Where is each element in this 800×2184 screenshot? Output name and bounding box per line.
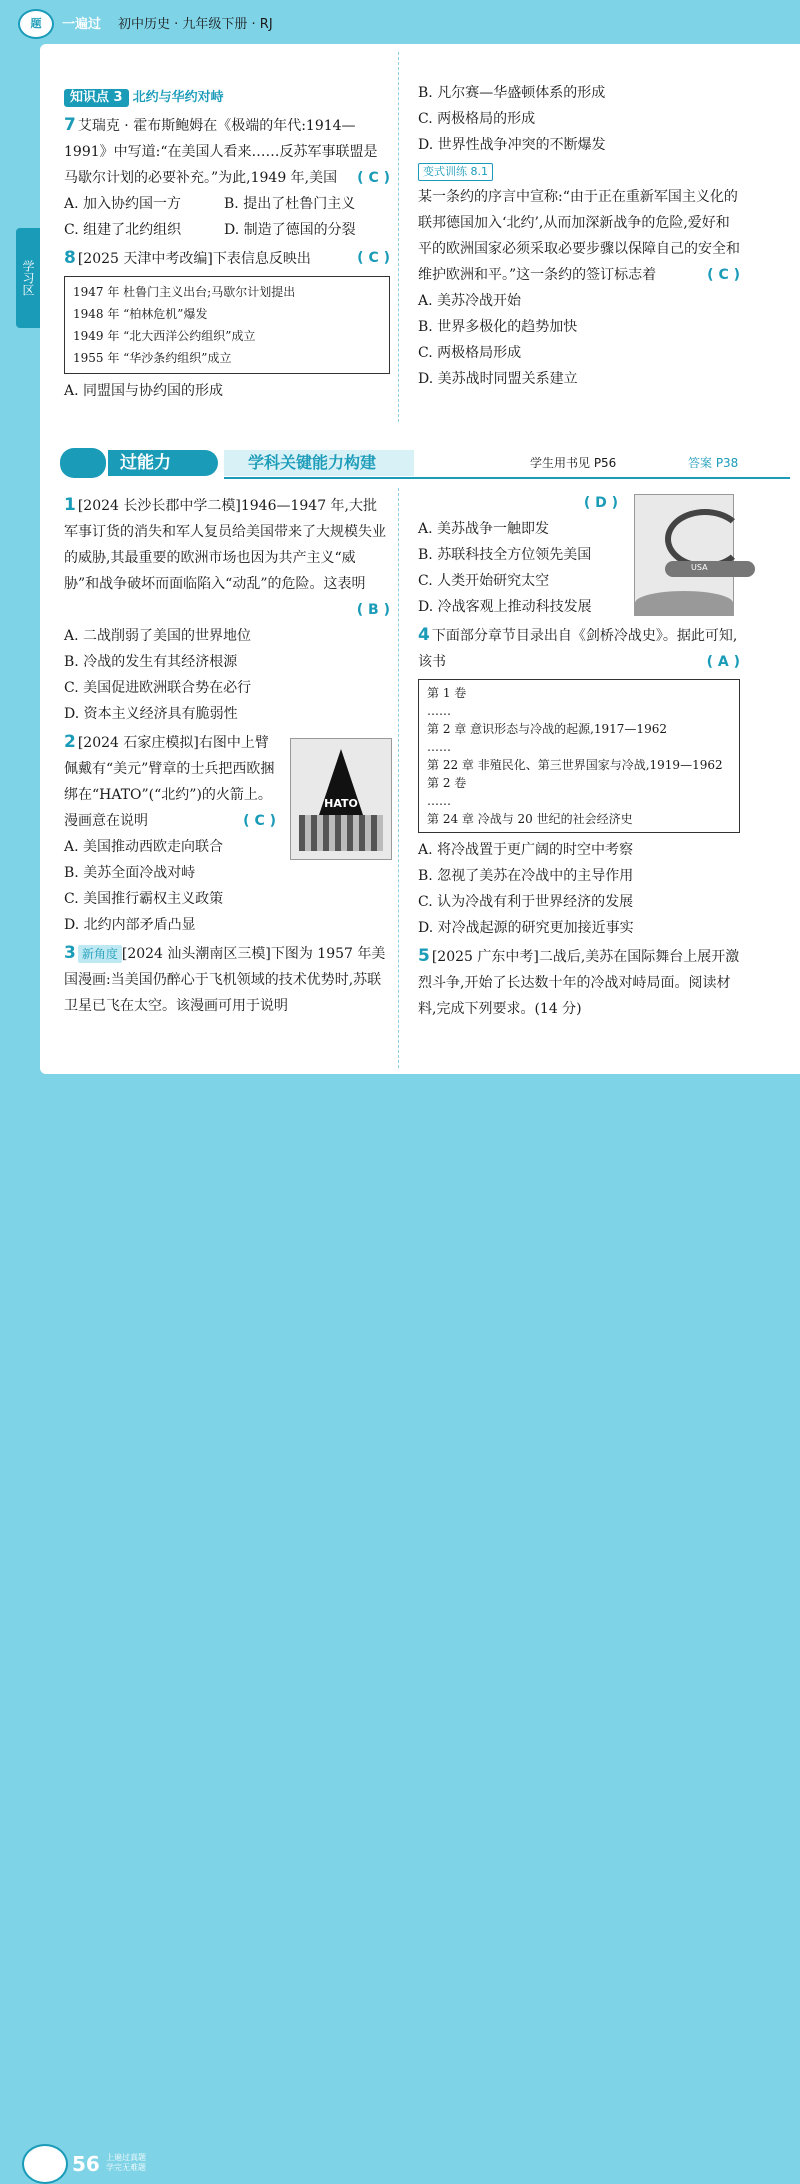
answer: ( C ): [357, 250, 390, 266]
toc-line: ……: [427, 794, 451, 808]
option: C. 两极格局形成: [418, 345, 522, 361]
table-of-contents: [418, 679, 740, 833]
plane-label: USA: [691, 563, 708, 572]
question-stem: 艾瑞克 · 霍布斯鲍姆在《极端的年代:1914—1991》中写道:“在美国人看来……反苏军事联盟是马歇尔计划的必要补充。”为此,1949 年,美国: [64, 118, 378, 186]
table-row: 1955 年 “华沙条约组织”成立: [73, 351, 232, 365]
question-stem: [2025 广东中考]二战后,美苏在国际舞台上展开激烈斗争,开始了长达数十年的冷战对峙局面。阅读材料,完成下列要求。(14 分): [418, 949, 740, 1017]
side-tab[interactable]: 学习区: [16, 228, 40, 328]
question-number: 1: [64, 495, 76, 515]
question-number: 5: [418, 946, 430, 966]
answer-ref: 答案 P38: [688, 456, 739, 470]
option: A. 加入协约国一方: [64, 196, 182, 212]
section-subtitle: 学科关键能力构建: [224, 450, 414, 476]
cartoon-satellite-image: [634, 494, 734, 616]
option: C. 美国推行霸权主义政策: [64, 891, 224, 907]
brand-logo: 题: [18, 9, 54, 39]
table-row: 1948 年 “柏林危机”爆发: [73, 307, 208, 321]
option: D. 世界性战争冲突的不断爆发: [418, 137, 606, 153]
option: A. 同盟国与协约国的形成: [64, 383, 224, 399]
option: C. 认为冷战有利于世界经济的发展: [418, 894, 634, 910]
band-underline: [224, 477, 790, 479]
knowledge-point-tag: 知识点 3: [64, 89, 129, 107]
option: B. 美苏全面冷战对峙: [64, 865, 196, 881]
question-3: [64, 940, 390, 1019]
cartoon-hato-image: [290, 738, 392, 860]
question-number: 2: [64, 732, 76, 752]
question-4: [418, 622, 740, 941]
option: B. 凡尔赛—华盛顿体系的形成: [418, 85, 606, 101]
airplane-icon: [665, 561, 755, 577]
section-band: [60, 446, 790, 480]
toc-line: 第 24 章 冷战与 20 世纪的社会经济史: [427, 812, 633, 826]
question-number: 3: [64, 943, 76, 963]
answer: ( C ): [707, 267, 740, 283]
question-8: [64, 245, 390, 404]
info-table: [64, 276, 390, 374]
globe-icon: [635, 591, 733, 615]
toc-line: 第 22 章 非殖民化、第三世界国家与冷战,1919—1962: [427, 758, 723, 772]
option: A. 将冷战置于更广阔的时空中考察: [418, 842, 634, 858]
option: A. 美苏冷战开始: [418, 293, 522, 309]
option: C. 人类开始研究太空: [418, 573, 550, 589]
question-stem: [2024 长沙长郡中学二模]1946—1947 年,大批军事订货的消失和军人复员给美国带来了大规模失业的威胁,其最重要的欧洲市场也因为共产主义“威胁”和战争破坏而面临陷入“动乱”的危险。这表明: [64, 498, 386, 592]
toc-line: 第 2 卷: [427, 776, 467, 790]
question-number: 8: [64, 248, 76, 268]
new-angle-tag: 新角度: [78, 945, 122, 963]
question-number: 4: [418, 625, 430, 645]
column-divider: [398, 488, 399, 1068]
option: A. 二战削弱了美国的世界地位: [64, 628, 252, 644]
soldiers-figure: [299, 815, 383, 851]
toc-line: 第 1 卷: [427, 686, 467, 700]
mascot-icon: [22, 2144, 68, 2184]
option: D. 北约内部矛盾凸显: [64, 917, 196, 933]
option: B. 提出了杜鲁门主义: [224, 196, 356, 212]
toc-line: ……: [427, 740, 451, 754]
option: A. 美苏战争一触即发: [418, 521, 550, 537]
option: D. 冷战客观上推动科技发展: [418, 599, 592, 615]
satellite-orbit-icon: [665, 509, 745, 569]
option: C. 两极格局的形成: [418, 111, 536, 127]
column-divider: [398, 52, 399, 422]
answer: ( D ): [583, 495, 618, 511]
option: D. 资本主义经济具有脆弱性: [64, 706, 238, 722]
student-book-ref: 学生用书见 P56: [530, 456, 617, 470]
question-3-continued: [418, 490, 618, 620]
left-column-top: [64, 84, 390, 404]
question-1: [64, 492, 390, 727]
right-column-top: [418, 80, 740, 392]
answer: ( B ): [356, 602, 390, 618]
answer: ( C ): [243, 813, 276, 829]
header-bar: [0, 0, 800, 44]
option: B. 忽视了美苏在冷战中的主导作用: [418, 868, 634, 884]
question-number: 7: [64, 115, 76, 135]
question-stem: [2025 天津中考改编]下表信息反映出: [77, 251, 311, 267]
course-title: 初中历史 · 九年级下册 · RJ: [118, 17, 273, 32]
option: D. 制造了德国的分裂: [224, 222, 356, 238]
question-stem: [2024 石家庄模拟]右图中上臂佩戴有“美元”臂章的士兵把西欧捆绑在“HATO”(“北约”)的火箭上。漫画意在说明: [64, 735, 275, 829]
option: C. 组建了北约组织: [64, 222, 182, 238]
toc-line: 第 2 章 意识形态与冷战的起源,1917—1962: [427, 722, 667, 736]
answer: ( A ): [706, 654, 740, 670]
option: D. 美苏战时同盟关系建立: [418, 371, 578, 387]
footer-bar: [0, 1074, 800, 2176]
question-5: [418, 943, 740, 1022]
question-stem: 下面部分章节目录出自《剑桥冷战史》。据此可知,该书: [418, 628, 738, 670]
rocket-label: HATO: [324, 797, 358, 810]
toc-line: ……: [427, 704, 451, 718]
option: D. 对冷战起源的研究更加接近事实: [418, 920, 634, 936]
table-row: 1947 年 杜鲁门主义出台;马歇尔计划提出: [73, 285, 296, 299]
variant-tag: 变式训练 8.1: [418, 163, 493, 181]
question-7: [64, 112, 390, 243]
option: A. 美国推动西欧走向联合: [64, 839, 224, 855]
option: B. 苏联科技全方位领先美国: [418, 547, 592, 563]
option: C. 美国促进欧洲联合势在必行: [64, 680, 252, 696]
mascot-icon: [60, 448, 106, 478]
option: B. 冷战的发生有其经济根源: [64, 654, 238, 670]
question-stem: 某一条约的序言中宣称:“由于正在重新军国主义化的联邦德国加入‘北约’,从而加深新战争的危险,爱好和平的欧洲国家必须采取必要步骤以保障自己的安全和维护欧洲和平。”这一条约的签订标志着: [418, 189, 740, 283]
brand-name: 一遍过: [62, 17, 102, 32]
knowledge-point-title: 北约与华约对峙: [132, 90, 224, 105]
table-row: 1949 年 “北大西洋公约组织”成立: [73, 329, 256, 343]
knowledge-point-header: [64, 84, 390, 110]
section-title: 过能力: [108, 450, 218, 476]
footer-slogan: 上遍过真题 学完无难题: [106, 2153, 146, 2172]
option: B. 世界多极化的趋势加快: [418, 319, 578, 335]
question-stem: [2024 汕头潮南区三模]下图为 1957 年美国漫画:当美国仍醉心于飞机领域的技术优势时,苏联卫星已飞在太空。该漫画可用于说明: [64, 946, 386, 1014]
page-number: 56: [72, 2152, 100, 2176]
answer: ( C ): [357, 170, 390, 186]
variant-training: [418, 158, 740, 392]
